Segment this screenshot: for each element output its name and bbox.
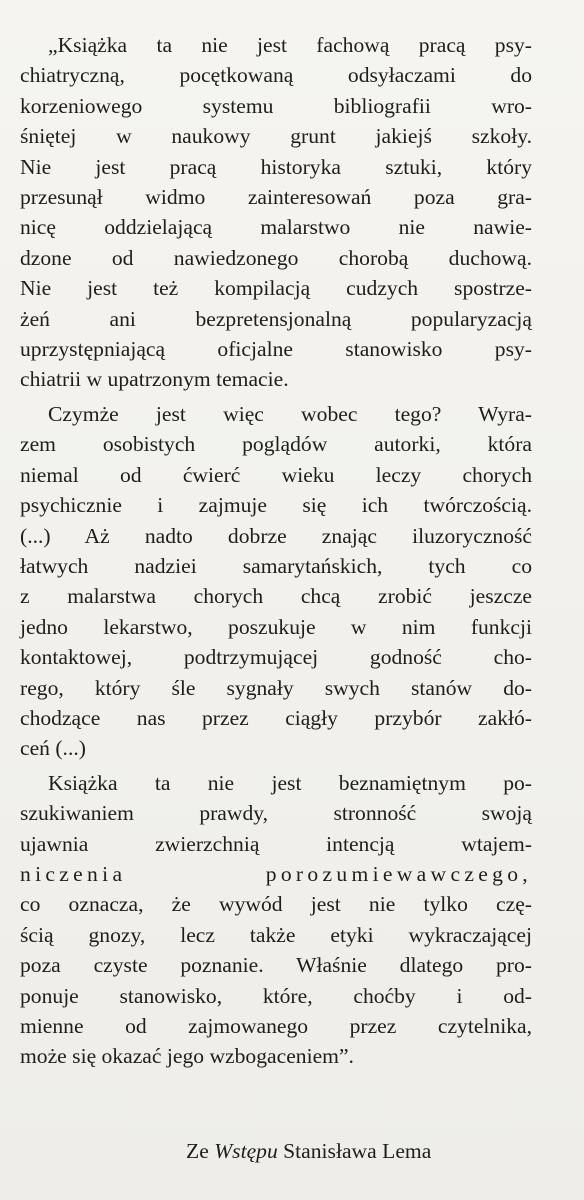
text-line: ścią gnozy, lecz także etyki wykraczającej (20, 922, 532, 947)
text-line: mienne od zajmowanego przez czytelnika, (20, 1014, 532, 1038)
text-line: przesunął widmo zainteresowań poza gra- (20, 185, 532, 210)
text-line: rego, który śle sygnały swych stanów do- (20, 675, 532, 700)
text-line: z malarstwa chorych chcą zrobić jeszcze (20, 584, 532, 609)
text-line: ponuje stanowisko, które, choćby i od- (20, 983, 532, 1008)
text-line: nicę oddzielającą malarstwo nie nawie- (20, 215, 532, 240)
text-line: chodzące nas przez ciągły przybór zakłó- (20, 705, 532, 730)
text-line: szukiwaniem prawdy, stronność swoją (20, 801, 532, 826)
signature (186, 1137, 431, 1165)
paragraph-3 (20, 768, 532, 1072)
text-line: łatwych nadziei samarytańskich, tych co (20, 553, 532, 578)
text-line: kontaktowej, podtrzymującej godność cho- (20, 645, 532, 670)
text-line: Czymże jest więc wobec tego? Wyra- (48, 401, 532, 426)
signature-author: Stanisława Lema (283, 1139, 432, 1163)
text-line: (...) Aż nadto dobrze znając iluzoryczność (20, 523, 532, 548)
text-line: jedno lekarstwo, poszukuje w nim funkcji (20, 614, 532, 639)
text-line: co oznacza, że wywód jest nie tylko czę- (20, 892, 532, 917)
text-line: żeń ani bezpretensjonalną popularyzacją (20, 306, 532, 331)
text-line: Nie jest też kompilacją cudzych spostrze- (20, 276, 532, 301)
text-line: chiatryczną, pocętkowaną odsyłaczami do (20, 63, 532, 88)
text-line: może się okazać jego wzbogaceniem”. (20, 1044, 354, 1069)
text-line: dzone od nawiedzonego chorobą duchową. (20, 245, 532, 270)
text-line: ceń (...) (20, 736, 86, 761)
paragraph-2 (20, 399, 532, 764)
text-line: poza czyste poznanie. Właśnie dlatego pro- (20, 953, 532, 978)
signature-title: Wstępu (214, 1139, 278, 1163)
signature-prefix: Ze (186, 1139, 209, 1163)
text-line: zem osobistych poglądów autorki, która (20, 432, 532, 457)
text-line: chiatrii w upatrzonym temacie. (20, 367, 289, 392)
text-line: niemal od ćwierć wieku leczy chorych (20, 462, 532, 487)
text-line: psychicznie i zajmuje się ich twórczością. (20, 493, 532, 518)
text-line: ujawnia zwierzchnią intencją wtajem- (20, 831, 532, 856)
text-line: uprzystępniającą oficjalne stanowisko psy- (20, 337, 532, 362)
text-line: niczenia porozumiewawczego, (20, 861, 532, 886)
paragraph-1 (20, 30, 532, 395)
text-line: Książka ta nie jest beznamiętnym po- (48, 770, 532, 795)
text-line: Nie jest pracą historyka sztuki, który (20, 154, 532, 179)
text-line: śniętej w naukowy grunt jakiejś szkoły. (20, 124, 532, 149)
text-line: „Książka ta nie jest fachową pracą psy- (48, 33, 532, 57)
text-line: korzeniowego systemu bibliografii wro- (20, 93, 532, 118)
